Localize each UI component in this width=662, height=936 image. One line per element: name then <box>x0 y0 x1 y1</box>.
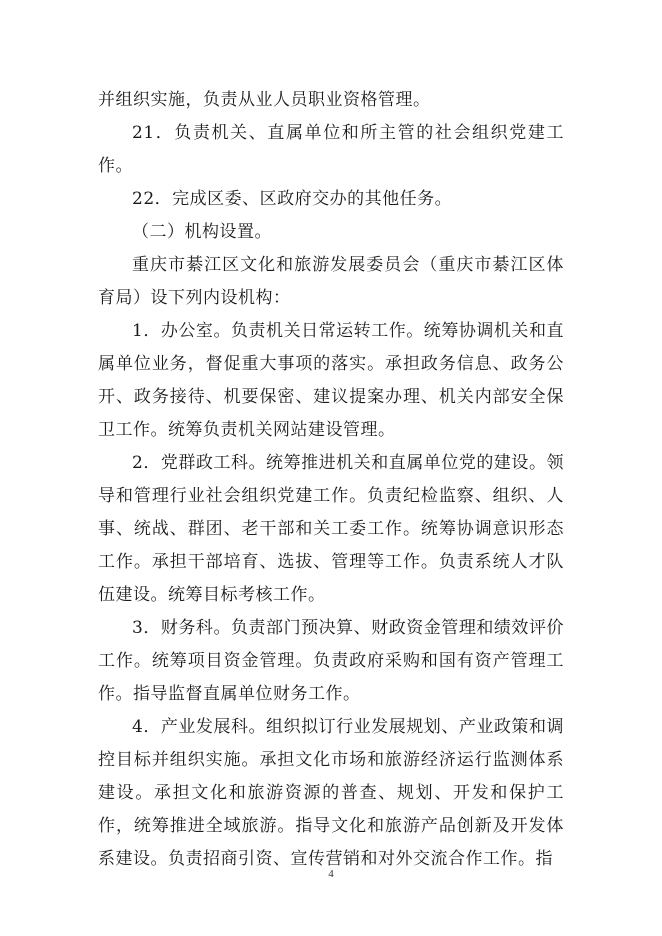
document-body <box>98 84 564 876</box>
paragraph-item-22: 22．完成区委、区政府交办的其他任务。 <box>132 189 453 209</box>
paragraph-continuation: 并组织实施，负责从业人员职业资格管理。 <box>98 90 431 110</box>
paragraph-intro-institutions: 重庆市綦江区文化和旅游发展委员会（重庆市綦江区体育局）设下列内设机构： <box>98 255 564 308</box>
paragraph-office: 1．办公室。负责机关日常运转工作。统筹协调机关和直属单位业务，督促重大事项的落实。承担政务信息、政务公开、政务接待、机要保密、建议提案办理、机关内部安全保卫工作。统筹负责机关网站建设管理。 <box>98 321 564 440</box>
paragraph-finance: 3．财务科。负责部门预决算、财政资金管理和绩效评价工作。统筹项目资金管理。负责政府采购和国有资产管理工作。指导监督直属单位财务工作。 <box>98 618 564 704</box>
page-number: 4 <box>328 868 334 880</box>
section-heading-institutions: （二）机构设置。 <box>132 222 272 242</box>
paragraph-industry-development: 4．产业发展科。组织拟订行业发展规划、产业政策和调控目标并组织实施。承担文化市场和旅游经济运行监测体系建设。承担文化和旅游资源的普查、规划、开发和保护工作，统筹推进全域旅游。指导文化和旅游产品创新及开发体系建设。负责招商引资、宣传营销和对外交流合作工作。指 <box>98 717 564 869</box>
paragraph-party-affairs: 2．党群政工科。统筹推进机关和直属单位党的建设。领导和管理行业社会组织党建工作。负责纪检监察、组织、人事、统战、群团、老干部和关工委工作。统筹协调意识形态工作。承担干部培育、选拔、管理等工作。负责系统人才队伍建设。统筹目标考核工作。 <box>98 453 564 605</box>
paragraph-item-21: 21．负责机关、直属单位和所主管的社会组织党建工作。 <box>98 123 564 176</box>
